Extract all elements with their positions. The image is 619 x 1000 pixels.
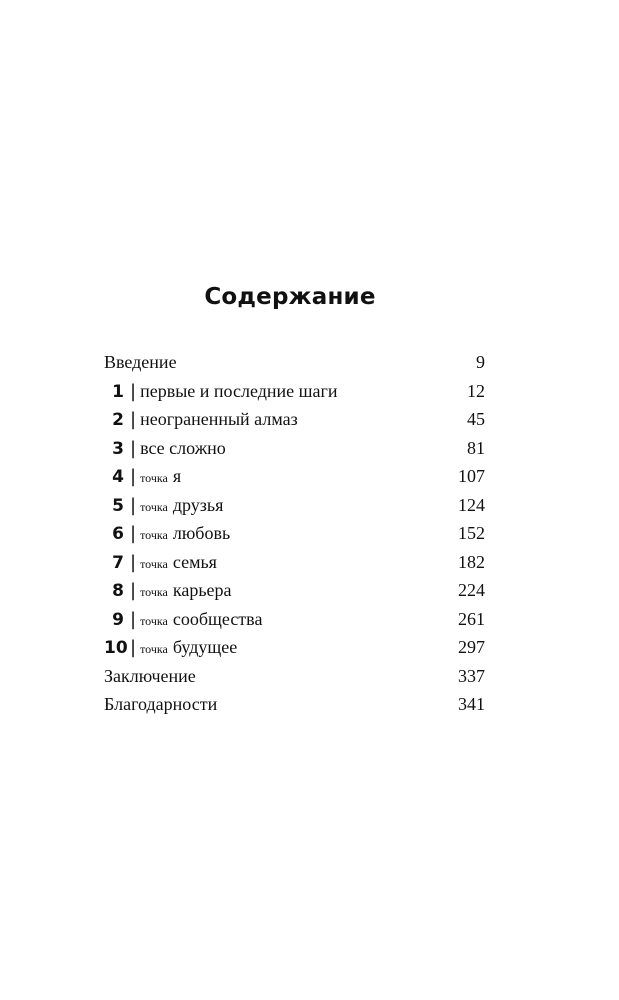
page-number: 152: [458, 523, 485, 543]
chapter-prefix: точка: [140, 528, 168, 542]
toc-entry: [104, 462, 485, 491]
toc-entry-label: [104, 519, 230, 550]
chapter-separator: |: [130, 466, 137, 487]
toc-entry-label: [104, 348, 177, 377]
toc-entry-label: [104, 405, 298, 435]
chapter-number: 5: [112, 495, 124, 516]
page-number: 9: [476, 352, 485, 372]
toc-title: Содержание: [204, 284, 376, 310]
chapter-separator: |: [130, 551, 137, 573]
page-number: 12: [467, 380, 485, 401]
chapter-number: 8: [112, 581, 124, 601]
toc-entry-label: [104, 548, 217, 579]
chapter-prefix: точка: [140, 642, 168, 656]
chapter-number: 10: [104, 638, 128, 658]
page-number: 341: [458, 694, 485, 714]
page-number: 261: [458, 608, 485, 629]
chapter-title: сообщества: [172, 608, 263, 629]
toc-entry-label: [104, 491, 223, 522]
chapter-separator: |: [130, 580, 137, 601]
chapter-separator: |: [130, 494, 137, 516]
chapter-title: семья: [172, 551, 217, 572]
chapter-title: Заключение: [104, 665, 196, 686]
chapter-prefix: точка: [140, 499, 168, 514]
toc-entry: [104, 690, 485, 719]
chapter-title: все сложно: [140, 437, 226, 458]
toc-entry: [104, 605, 485, 634]
toc-entry: [104, 548, 485, 577]
chapter-separator: |: [130, 608, 137, 630]
toc-entry-label: [104, 434, 226, 464]
toc-entry-label: [104, 662, 196, 691]
page-number: 297: [458, 637, 485, 657]
chapter-title: я: [172, 466, 182, 486]
toc-entry: [104, 633, 485, 662]
toc-entry-label: [104, 462, 181, 493]
toc-entry-label: [104, 690, 217, 719]
chapter-number: 2: [112, 410, 124, 430]
toc-entry-label: [104, 576, 232, 607]
page-number: 337: [458, 665, 485, 686]
toc-entry-label: [104, 633, 237, 664]
chapter-title: любовь: [172, 523, 231, 543]
chapter-prefix: точка: [140, 585, 168, 599]
toc-entry: [104, 576, 485, 605]
chapter-prefix: точка: [140, 556, 168, 571]
chapter-number: 1: [112, 381, 124, 402]
chapter-title: Благодарности: [104, 694, 218, 714]
chapter-title: неограненный алмаз: [140, 409, 298, 429]
toc-entry: [104, 662, 485, 691]
chapter-prefix: точка: [140, 613, 168, 628]
toc-entry: [104, 434, 485, 463]
toc-entry-label: [104, 377, 338, 407]
page-number: 81: [467, 437, 485, 458]
chapter-title: карьера: [172, 580, 232, 600]
chapter-title: будущее: [172, 637, 238, 657]
chapter-separator: |: [130, 637, 137, 658]
page-number: 45: [467, 409, 485, 429]
chapter-number: 9: [112, 609, 124, 630]
chapter-title: первые и последние шаги: [140, 380, 338, 401]
toc-entry: [104, 377, 485, 406]
page-number: 124: [458, 494, 485, 515]
chapter-number: 7: [112, 552, 124, 573]
chapter-title: Введение: [104, 352, 177, 372]
chapter-separator: |: [130, 437, 137, 459]
toc-entry-label: [104, 605, 262, 636]
page-number: 182: [458, 551, 485, 572]
toc-entry: [104, 405, 485, 434]
page-number: 224: [458, 580, 485, 600]
toc-list: [104, 348, 485, 719]
chapter-separator: |: [130, 409, 137, 430]
chapter-number: 6: [112, 524, 124, 544]
toc-entry: [104, 348, 485, 377]
chapter-separator: |: [130, 380, 137, 402]
toc-entry: [104, 491, 485, 520]
chapter-number: 3: [112, 438, 124, 459]
chapter-prefix: точка: [140, 471, 168, 485]
chapter-title: друзья: [172, 494, 224, 515]
chapter-number: 4: [112, 467, 124, 487]
page-number: 107: [458, 466, 485, 486]
toc-entry: [104, 519, 485, 548]
chapter-separator: |: [130, 523, 137, 544]
